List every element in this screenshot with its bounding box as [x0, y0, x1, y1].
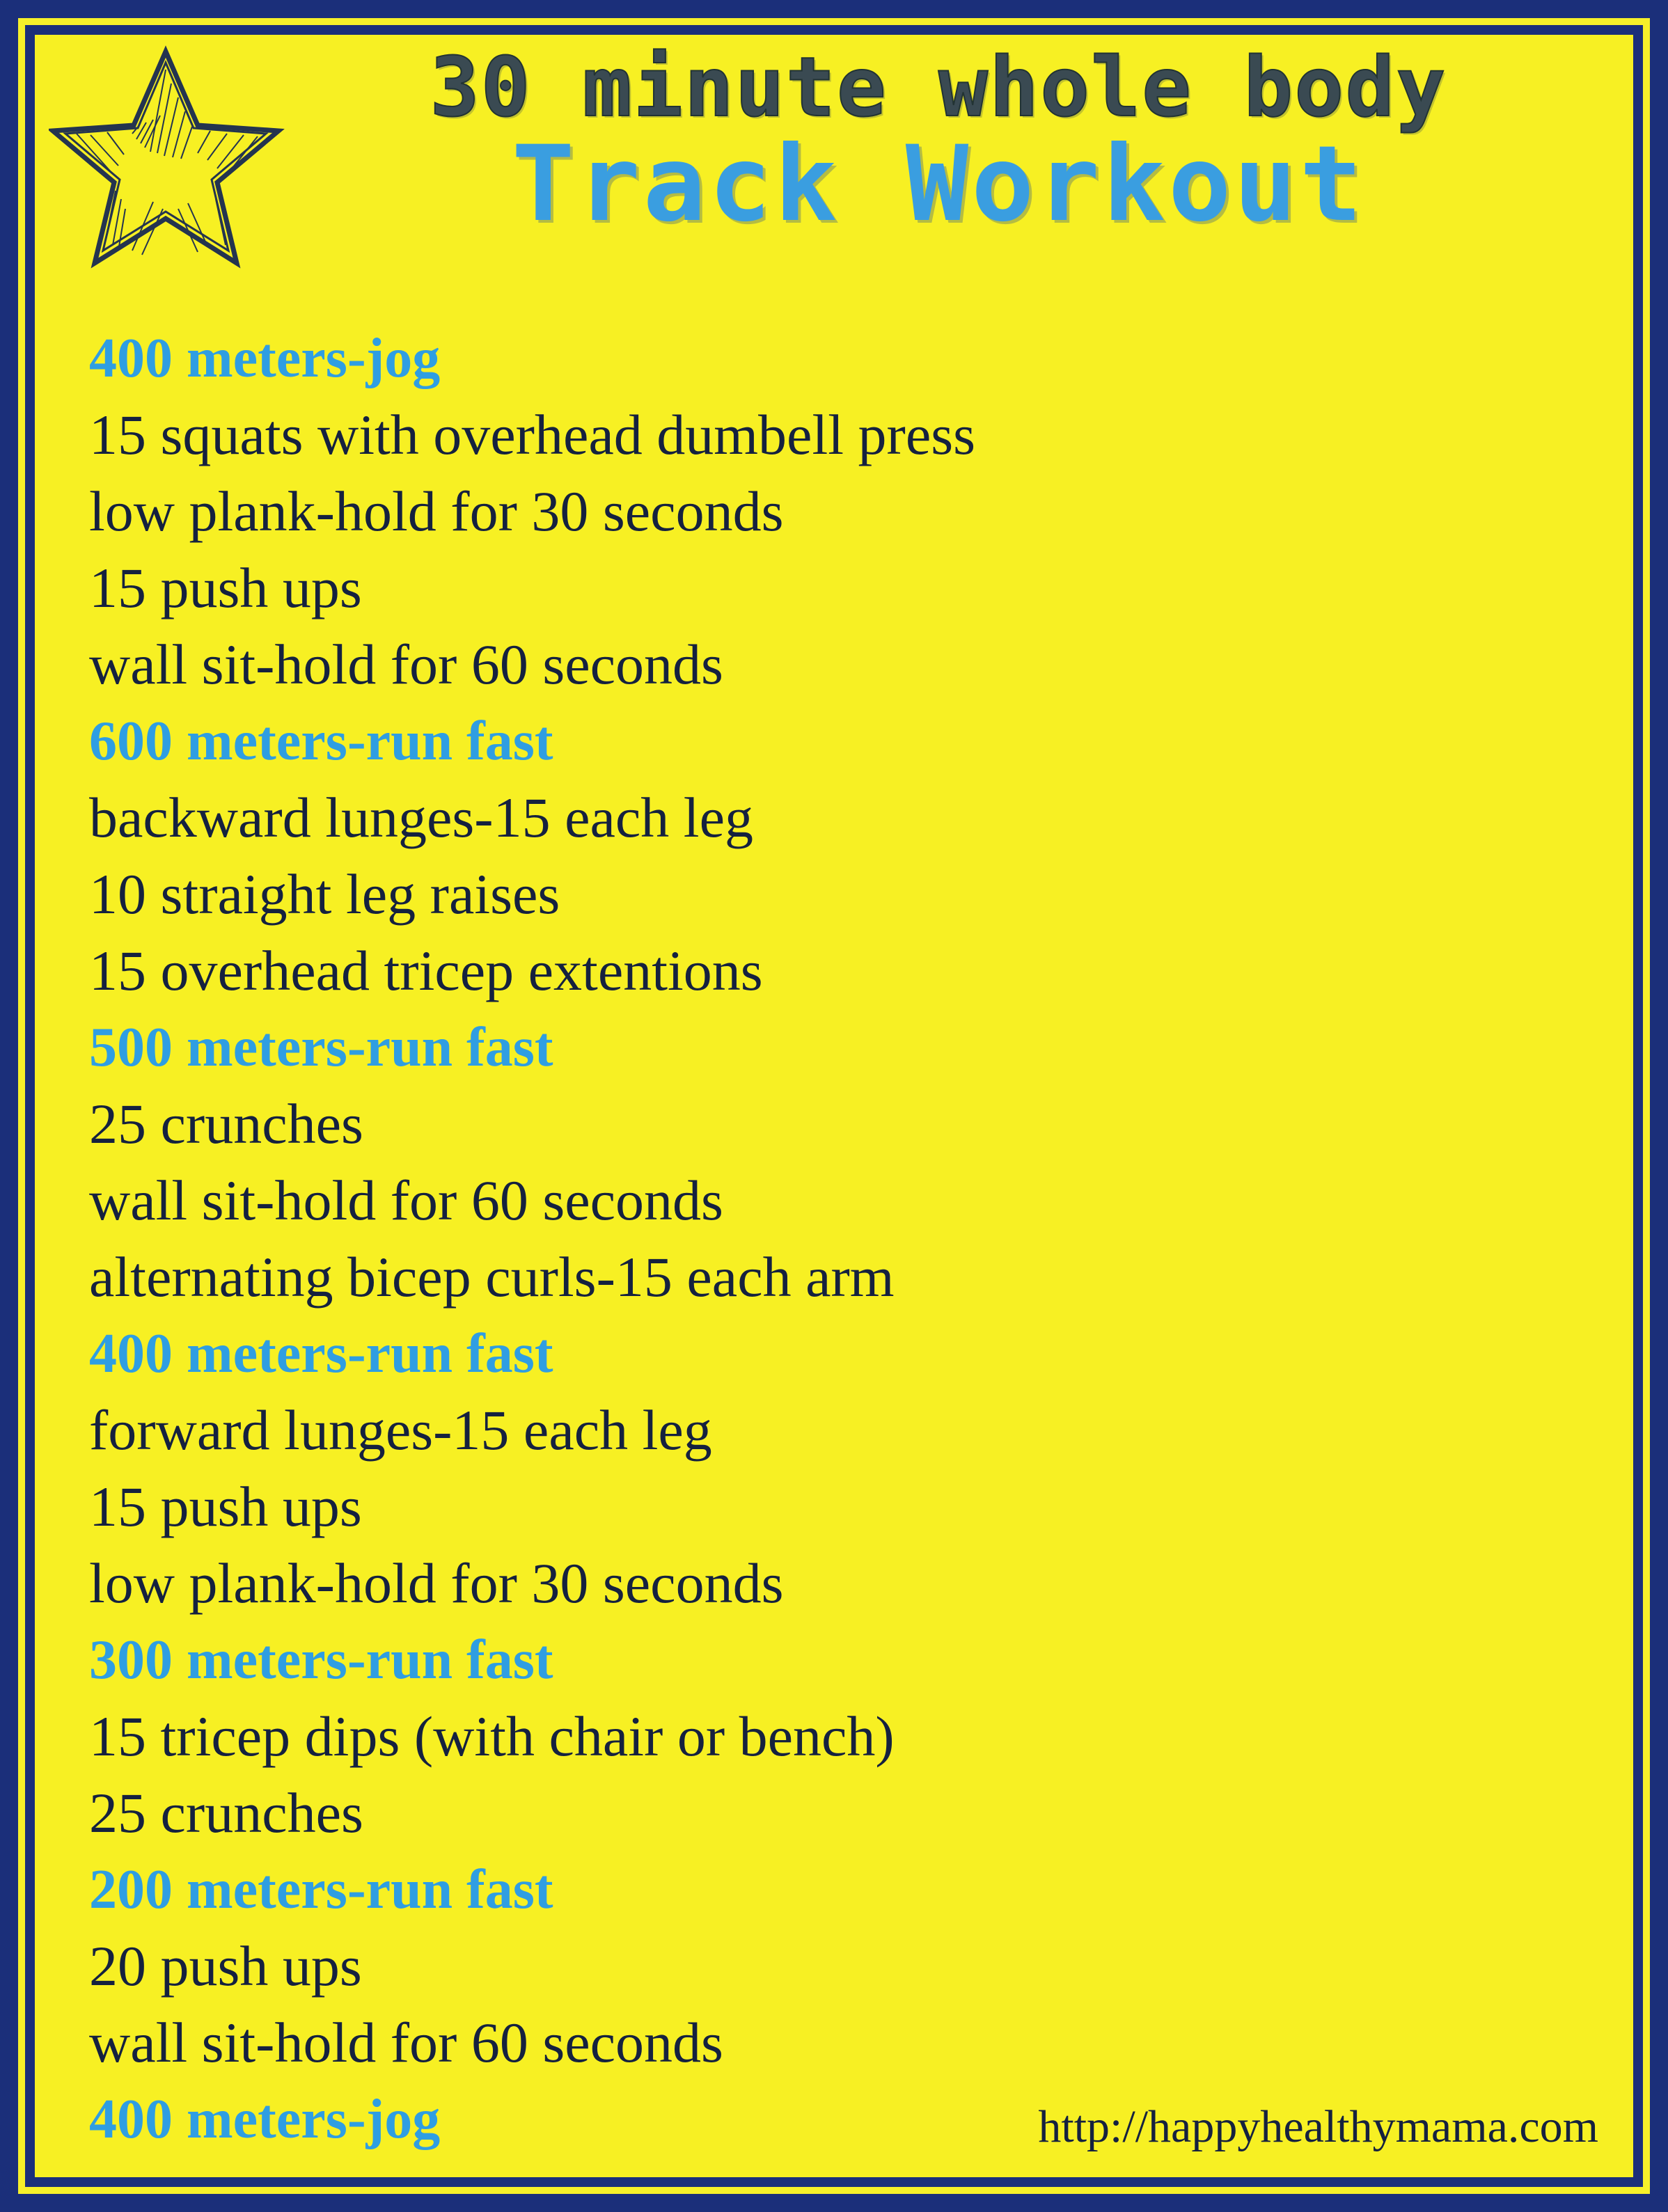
- list-item: low plank-hold for 30 seconds: [89, 1551, 784, 1615]
- list-item: 20 push ups: [89, 1934, 362, 1998]
- website-url[interactable]: http://happyhealthymama.com: [1038, 2101, 1598, 2152]
- list-item: 300 meters-run fast: [89, 1629, 553, 1691]
- list-item: 15 overhead tricep extentions: [89, 939, 763, 1002]
- list-item: 15 squats with overhead dumbell press: [89, 403, 976, 466]
- poster-frame: [18, 18, 1650, 2194]
- title-line-2: Track Workout: [512, 123, 1365, 245]
- list-item: low plank-hold for 30 seconds: [89, 480, 784, 543]
- list-item: wall sit-hold for 60 seconds: [89, 1169, 723, 1232]
- list-item: 600 meters-run fast: [89, 711, 553, 772]
- list-item: forward lunges-15 each leg: [89, 1398, 712, 1462]
- list-item: 15 tricep dips (with chair or bench): [89, 1705, 895, 1768]
- page-title: [265, 39, 1612, 245]
- list-item: 25 crunches: [89, 1781, 363, 1844]
- list-item: alternating bicep curls-15 each arm: [89, 1245, 895, 1309]
- list-item: 25 crunches: [89, 1092, 363, 1155]
- list-item: 15 push ups: [89, 1475, 362, 1538]
- list-item: 500 meters-run fast: [89, 1017, 553, 1078]
- list-item: 15 push ups: [89, 556, 362, 619]
- workout-list: [89, 320, 1605, 2158]
- list-item: backward lunges-15 each leg: [89, 786, 753, 849]
- poster-canvas: [31, 31, 1637, 2181]
- star-icon: [49, 42, 285, 278]
- list-item: wall sit-hold for 60 seconds: [89, 2011, 723, 2074]
- title-line-1: 30 minute whole body: [430, 39, 1447, 135]
- list-item: wall sit-hold for 60 seconds: [89, 633, 723, 696]
- list-item: 400 meters-jog: [89, 328, 441, 389]
- poster-header: [35, 35, 1633, 306]
- list-item: 400 meters-run fast: [89, 1323, 553, 1384]
- list-item: 400 meters-jog: [89, 2089, 441, 2150]
- list-item: 200 meters-run fast: [89, 1859, 553, 1920]
- list-item: 10 straight leg raises: [89, 862, 560, 926]
